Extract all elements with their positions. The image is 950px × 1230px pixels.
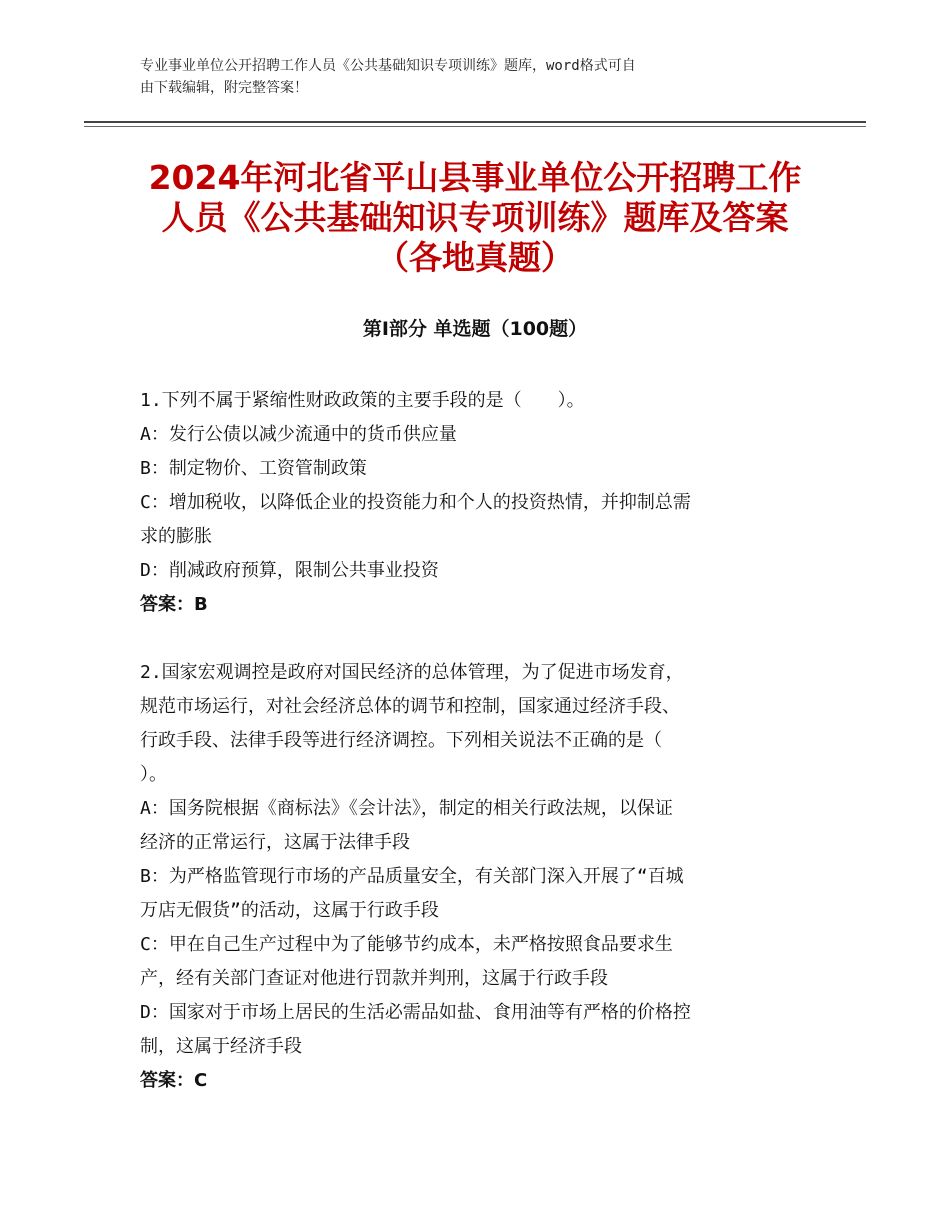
option-b: B：制定物价、工资管制政策 (140, 458, 367, 479)
header-note-line: 专业事业单位公开招聘工作人员《公共基础知识专项训练》题库，word格式可自 (140, 58, 636, 74)
question-stem: 1.下列不属于紧缩性财政政策的主要手段的是（ ）。 (140, 390, 585, 411)
option-d: D：国家对于市场上居民的生活必需品如盐、食用油等有严格的价格控 (140, 1002, 691, 1023)
question-item (140, 656, 810, 1098)
option-b-continued: 万店无假货”的活动，这属于行政手段 (140, 900, 439, 921)
header-divider-thin (84, 126, 866, 127)
option-d-continued: 制，这属于经济手段 (140, 1036, 302, 1057)
document-title-line: 人员《公共基础知识专项训练》题库及答案 (161, 198, 789, 237)
question-list (140, 384, 810, 1098)
answer-label: 答案：C (140, 1070, 208, 1091)
option-c-continued: 求的膨胀 (140, 526, 212, 547)
question-spacer (140, 622, 810, 656)
option-b: B：为严格监管现行市场的产品质量安全，有关部门深入开展了“百城 (140, 866, 684, 887)
question-stem-continued: 行政手段、法律手段等进行经济调控。下列相关说法不正确的是（ (140, 730, 662, 751)
option-c: C：增加税收，以降低企业的投资能力和个人的投资热情，并抑制总需 (140, 492, 691, 513)
document-title-line: （各地真题） (376, 238, 574, 277)
option-c: C：甲在自己生产过程中为了能够节约成本，未严格按照食品要求生 (140, 934, 673, 955)
answer-label: 答案：B (140, 594, 208, 615)
question-stem-continued: 规范市场运行，对社会经济总体的调节和控制，国家通过经济手段、 (140, 696, 680, 717)
option-c-continued: 产，经有关部门查证对他进行罚款并判刑，这属于行政手段 (140, 968, 608, 989)
option-a-continued: 经济的正常运行，这属于法律手段 (140, 832, 410, 853)
question-stem-continued: ）。 (140, 764, 167, 785)
question-item (140, 384, 810, 622)
section-heading: 第Ⅰ部分 单选题（100题） (362, 318, 588, 340)
question-stem: 2.国家宏观调控是政府对国民经济的总体管理，为了促进市场发育， (140, 662, 684, 683)
option-d: D：削减政府预算，限制公共事业投资 (140, 560, 439, 581)
document-title-line: 2024年河北省平山县事业单位公开招聘工作 (148, 158, 802, 197)
option-a: A：国务院根据《商标法》《会计法》，制定的相关行政法规，以保证 (140, 798, 673, 819)
header-note (140, 55, 810, 99)
header-note-line: 由下载编辑，附完整答案！ (140, 80, 308, 96)
option-a: A：发行公债以减少流通中的货币供应量 (140, 424, 457, 445)
document-title (84, 158, 866, 278)
header-divider-thick (84, 121, 866, 123)
